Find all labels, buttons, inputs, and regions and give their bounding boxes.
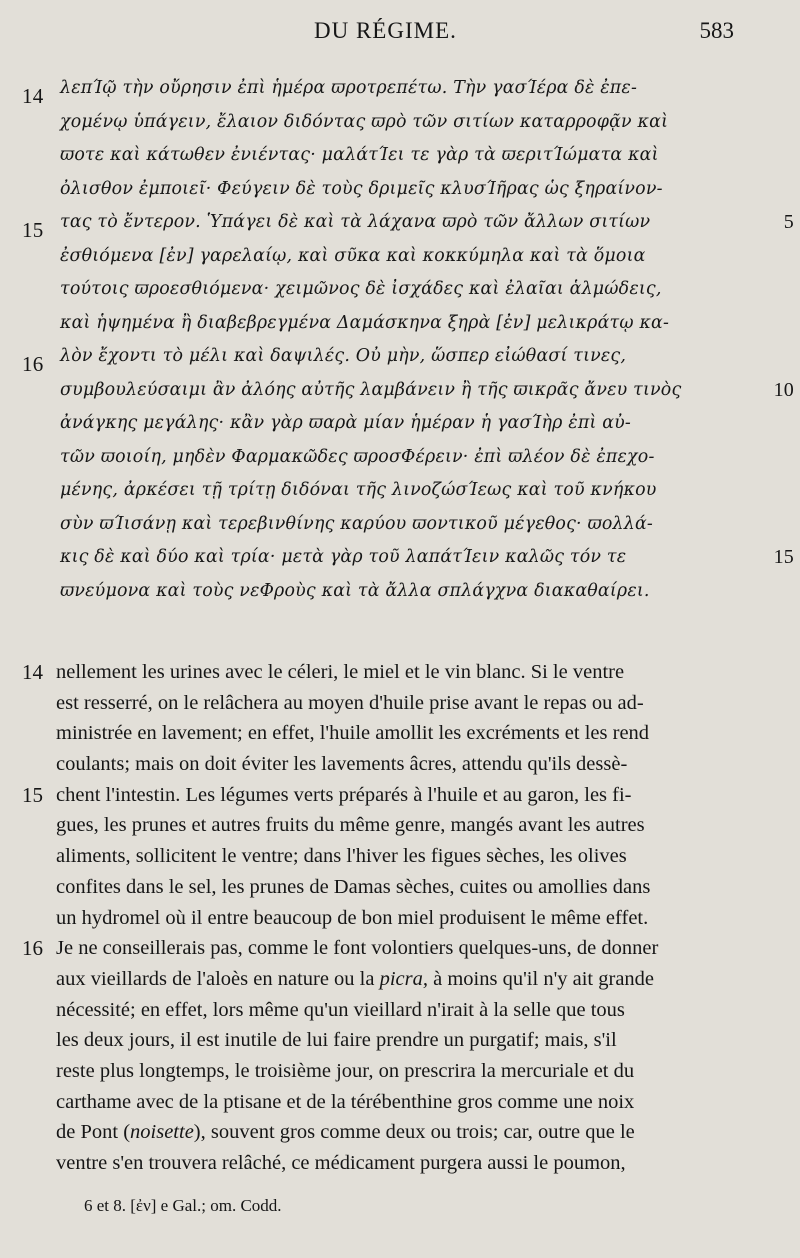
french-line-text: ministrée en lavement; en effet, l'huile amollit les excréments et les rend [56,722,650,745]
french-line [0,964,800,995]
greek-line-text: καὶ ἡψημένα ἢ διαβεβρεγμένα Δαμάσκηνα ξηρὰ [ἐν] μελικράτῳ κα- [60,312,670,333]
french-line [0,841,800,872]
greek-line-text: λεπΊῷ τὴν οὔρησιν ἐπὶ ἡμέρα ϖροτρεπέτω. Τὴν γασΊέρα δὲ ἐπε- [60,78,638,98]
greek-line-text: τούτοις ϖροεσθιόμενα· χειμῶνος δὲ ἰσχάδες καὶ ἐλαῖαι ἁλμώδεις, [60,279,662,299]
french-line-text: ventre s'en trouvera relâché, ce médicament purgera aussi le poumon, [56,1152,626,1174]
section-number: 15 [22,782,43,807]
french-line-text: gues, les prunes et autres fruits du même genre, mangés avant les autres [56,814,645,837]
french-line [0,1117,800,1148]
greek-line [0,273,800,307]
section-number: 14 [22,84,44,108]
french-line [0,1148,800,1179]
greek-line [0,240,800,274]
section-number: 16 [22,936,43,961]
page-number: 583 [699,18,734,43]
french-line [0,1025,800,1056]
greek-line-text: ϖνεύμονα καὶ τοὺς νεΦροὺς καὶ τὰ ἄλλα σπλάγχνα διακαθαίρει. [60,580,650,601]
greek-line [0,541,800,575]
line-number: 10 [773,378,794,401]
greek-line-text: σὺν ϖΊισάνῃ καὶ τερεβινθίνης καρύου ϖοντικοῦ μέγεθος· ϖολλά- [60,513,654,534]
italic-term-picra: picra, [379,967,429,990]
greek-line [0,72,800,106]
french-line [0,810,800,841]
french-line-text: chent l'intestin. Les légumes verts préparés à l'huile et au garon, les fi- [56,783,632,806]
greek-line-text: τῶν ϖοιοίη, μηδὲν Φαρμακῶδες ϖροσΦέρειν· ἐπὶ ϖλέον δὲ ἐπεχο- [60,446,655,467]
footnote: 6 et 8. [ἐν] e Gal.; om. Codd. [84,1196,282,1215]
greek-line-text: ἀνάγκης μεγάλης· κἂν γὰρ ϖαρὰ μίαν ἡμέραν ἡ γασΊὴρ ἐπὶ αὐ- [60,413,631,433]
french-line-text: Je ne conseillerais pas, comme le font volontiers quelques-uns, de donner [56,937,659,960]
french-line-text: un hydromel où il entre beaucoup de bon miel produisent le même effet. [56,906,649,929]
french-line [0,903,800,934]
section-number: 14 [22,660,43,684]
greek-line [0,139,800,173]
french-line [0,1087,800,1118]
french-line-text: est resserré, on le relâchera au moyen d'huile prise avant le repas ou ad- [56,691,644,714]
line-number: 15 [773,546,794,568]
french-line-text: reste plus longtemps, le troisième jour, on prescrira la mercuriale et du [56,1059,635,1082]
greek-line [0,407,800,441]
greek-line-text: συμβουλεύσαιμι ἂν ἀλόης αὐτῆς λαμβάνειν ἢ τῆς ϖικρᾶς ἄνευ τινὸς [60,379,682,400]
french-line [0,718,800,749]
greek-line [0,173,800,207]
greek-line-text: μένης, ἀρκέσει τῇ τρίτῃ διδόναι τῆς λινοζώσΊεως καὶ τοῦ κνήκου [60,480,657,500]
section-number: 16 [22,352,44,376]
page-header [0,18,800,48]
greek-line [0,374,800,408]
greek-line [0,106,800,140]
running-title: DU RÉGIME. [314,18,457,43]
line-number: 5 [783,211,794,233]
french-line [0,688,800,719]
greek-line-text: τας τὸ ἔντερον. Ὑπάγει δὲ καὶ τὰ λάχανα ϖρὸ τῶν ἄλλων σιτίων [60,212,651,232]
french-line-text: nécessité; en effet, lors même qu'un vieillard n'irait à la selle que tous [56,998,625,1021]
greek-line [0,206,800,240]
greek-line [0,441,800,475]
french-line-text: les deux jours, il est inutile de lui faire prendre un purgatif; mais, s'il [56,1029,617,1052]
french-line-text: nellement les urines avec le céleri, le miel et le vin blanc. Si le ventre [56,661,625,683]
greek-line-text: κις δὲ καὶ δύο καὶ τρία· μετὰ γὰρ τοῦ λαπάτΊειν καλῶς τόν τε [60,547,627,567]
greek-line-text: ϖοτε καὶ κάτωθεν ἐνιέντας· μαλάτΊει τε γὰρ τὰ ϖεριτΊώματα καὶ [60,145,659,165]
section-number: 15 [22,218,44,242]
greek-line [0,474,800,508]
french-line-text: carthame avec de la ptisane et de la térébenthine gros comme une noix [56,1090,635,1113]
greek-line-text: ὀλισθον ἐμποιεῖ· Φεύγειν δὲ τοὺς δριμεῖς κλυσΊῆρας ὡς ξηραίνον- [60,178,663,199]
greek-line-text: χομένῳ ὑπάγειν, ἔλαιον διδόντας ϖρὸ τῶν σιτίων καταρροφᾷν καὶ [60,111,669,132]
greek-line [0,340,800,374]
greek-line [0,575,800,609]
greek-text-block [0,72,800,608]
french-translation-block [0,657,800,1179]
italic-term-noisette: noisette [130,1121,194,1144]
greek-line-text: λὸν ἔχοντι τὸ μέλι καὶ δαψιλές. Οὐ μὴν, ὥσπερ εἰώθασί τινες, [60,346,627,366]
french-line-text: aliments, sollicitent le ventre; dans l'hiver les figues sèches, les olives [56,845,627,868]
french-line-text-start: de Pont ( [56,1121,131,1144]
french-line-text-end: ), souvent gros comme deux ou trois; car, outre que le [193,1121,635,1144]
greek-line [0,508,800,542]
french-line [0,995,800,1026]
french-line [0,933,800,964]
greek-line-text: ἐσθιόμενα [ἐν] γαρελαίῳ, καὶ σῦκα καὶ κοκκύμηλα καὶ τὰ ὅμοια [60,245,646,266]
french-line-text-end: à moins qu'il n'y ait grande [428,967,655,990]
french-line [0,872,800,903]
french-line [0,657,800,688]
french-line-text: confites dans le sel, les prunes de Damas sèches, cuites ou amollies dans [56,875,651,898]
french-line-text: coulants; mais on doit éviter les lavements âcres, attendu qu'ils dessè- [56,753,628,776]
french-line [0,780,800,811]
french-line [0,749,800,780]
greek-line [0,307,800,341]
french-line [0,1056,800,1087]
french-line-text-start: aux vieillards de l'aloès en nature ou la [56,967,380,990]
